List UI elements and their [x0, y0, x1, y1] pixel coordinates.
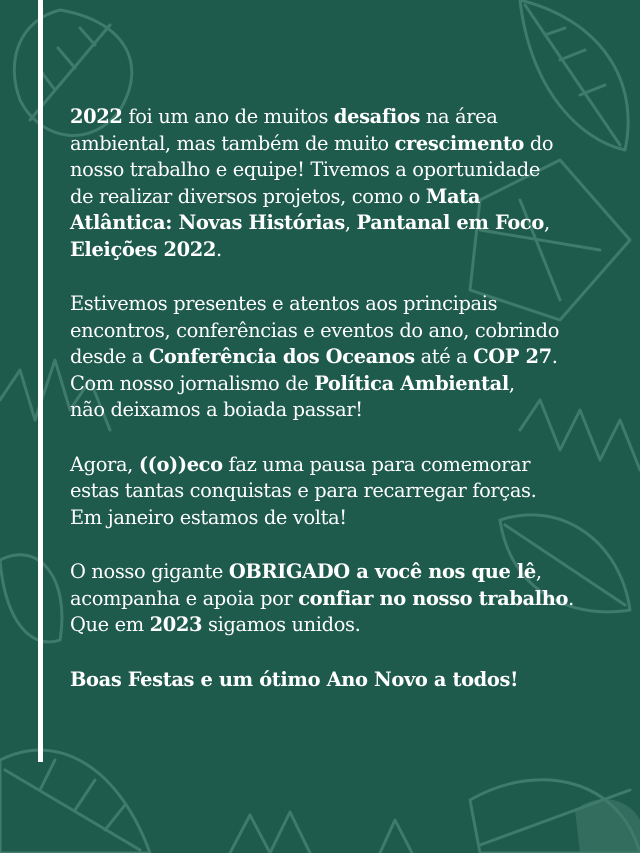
bold-text: confiar no nosso trabalho	[298, 586, 569, 610]
paragraph-thanks	[70, 559, 630, 639]
text-segment: sigamos unidos.	[202, 613, 361, 636]
paragraph-year-summary	[70, 104, 630, 263]
text-line	[70, 478, 630, 505]
bold-text: OBRIGADO a você nos que lê	[228, 560, 536, 583]
bold-text: Política Ambiental	[314, 371, 509, 395]
bold-text: 2023	[149, 613, 203, 636]
text-segment: Que em	[70, 613, 150, 636]
text-segment: faz uma pausa para comemorar	[222, 452, 531, 476]
zigzag-line	[230, 812, 310, 853]
leaf-vein	[40, 28, 95, 90]
text-line	[70, 318, 630, 345]
text-segment: ,	[344, 211, 357, 234]
text-line	[70, 612, 630, 639]
text-segment: O nosso gigante	[70, 560, 229, 583]
text-segment: do	[524, 131, 554, 155]
bold-text: Mata	[425, 184, 481, 208]
text-segment: ,	[508, 371, 515, 395]
text-line	[70, 131, 630, 158]
bold-text: Boas Festas e um ótimo Ano Novo a todos!	[70, 667, 519, 691]
bold-text: COP 27	[473, 345, 552, 368]
text-line	[70, 667, 630, 694]
text-line	[70, 210, 630, 237]
text-segment: desde a	[70, 345, 149, 368]
bold-text: desafios	[333, 105, 421, 128]
text-segment: ,	[543, 211, 550, 234]
text-segment: estas tantas conquistas e para recarregar forças.	[70, 479, 537, 502]
bold-text: ((o))eco	[138, 452, 223, 476]
text-segment: foi um ano de muitos	[122, 105, 334, 128]
vertical-white-rule	[38, 0, 43, 762]
bold-text: Conferência dos Oceanos	[148, 345, 415, 368]
text-segment: até a	[414, 345, 474, 368]
text-line	[70, 104, 630, 131]
text-segment: nosso trabalho e equipe! Tivemos a oportunidade	[70, 158, 540, 181]
leaf-outline	[0, 750, 150, 853]
text-line	[70, 291, 630, 318]
text-segment: acompanha e apoia por	[70, 586, 299, 610]
leaf-filled	[575, 799, 640, 853]
bold-text: Atlântica: Novas Histórias	[70, 211, 345, 234]
text-line	[70, 505, 630, 532]
text-segment: .	[568, 586, 574, 610]
text-segment: Com nosso jornalismo de	[70, 371, 315, 395]
text-line	[70, 237, 630, 264]
text-segment: Agora,	[70, 452, 139, 476]
bold-text: Eleições 2022	[70, 237, 217, 261]
text-segment: não deixamos a boiada passar!	[70, 398, 363, 421]
text-line	[70, 157, 630, 184]
holiday-message	[70, 104, 630, 721]
text-segment: ambiental, mas também de muito	[70, 131, 395, 155]
paragraph-events	[70, 291, 630, 424]
leaf-vein	[40, 760, 125, 830]
text-line	[70, 586, 630, 613]
leaf-vein	[545, 28, 605, 95]
bold-text: 2022	[70, 105, 123, 128]
bold-text: crescimento	[394, 131, 525, 155]
text-segment: encontros, conferências e eventos do ano, cobrindo	[70, 318, 560, 342]
text-line	[70, 371, 630, 398]
text-line	[70, 184, 630, 211]
paragraph-greeting	[70, 667, 630, 694]
leaf-outline	[0, 555, 62, 642]
text-segment: na área	[420, 105, 498, 128]
text-segment: .	[551, 345, 558, 368]
text-line	[70, 397, 630, 424]
text-line	[70, 452, 630, 479]
text-line	[70, 559, 630, 586]
bold-text: Pantanal em Foco	[356, 211, 544, 234]
text-segment: Estivemos presentes e atentos aos principais	[70, 292, 498, 315]
text-segment: Em janeiro estamos de volta!	[70, 505, 347, 529]
text-segment: de realizar diversos projetos, como o	[70, 184, 426, 208]
zigzag-line	[380, 820, 412, 853]
text-segment: ,	[535, 560, 542, 583]
text-line	[70, 344, 630, 371]
text-segment: .	[216, 237, 222, 261]
paragraph-pause	[70, 452, 630, 532]
